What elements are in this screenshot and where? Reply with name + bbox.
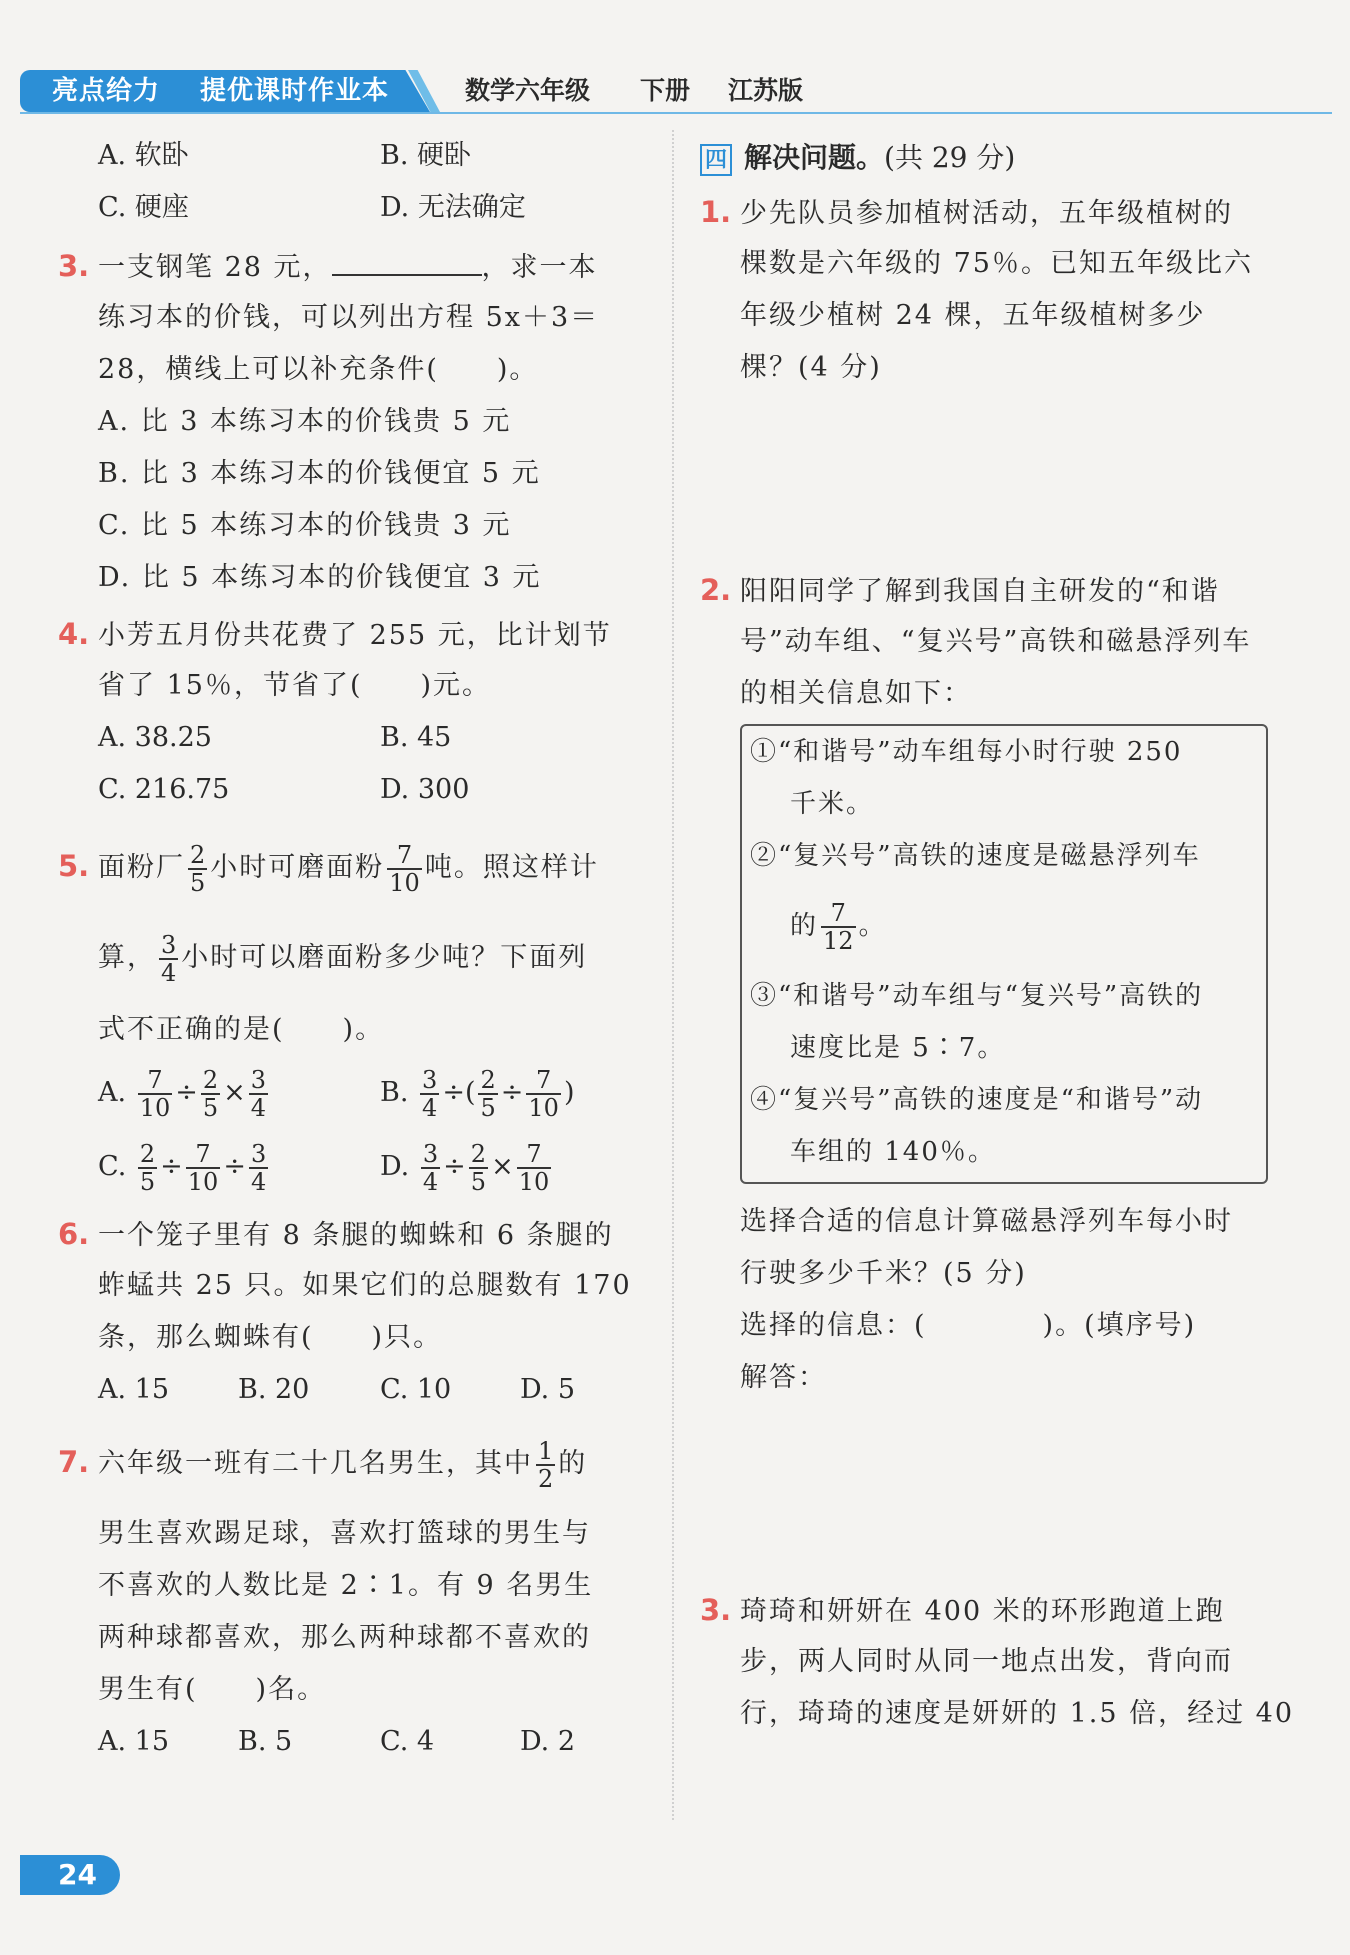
info-2: ②“复兴号”高铁的速度是磁悬浮列车 [750,841,1201,871]
book-title: 提优课时作业本 [200,76,390,106]
info-1: ①“和谐号”动车组每小时行驶 250 [750,737,1183,767]
option-d: D. 2 [520,1726,576,1757]
option-row [58,1364,648,1416]
option-row [58,1056,648,1130]
option-c: C. 硬座 [98,192,189,223]
edition-label: 江苏版 [728,76,804,105]
series-name: 亮点给力 [52,76,161,106]
question-text: 省了 15％，节省了( )元。 [98,670,492,701]
section-header [700,130,1300,186]
question-text: 一支钢笔 28 元， [98,252,332,283]
question-text: 面粉厂 [98,852,185,883]
answer-space[interactable] [700,1404,1300,1584]
header-rule [20,112,1332,114]
question-number: 7. [58,1445,90,1479]
question-text: 的相关信息如下： [740,678,972,709]
option-row [58,182,648,234]
left-column [58,130,648,1768]
option-d: D. 5 [520,1374,576,1405]
question-text: 28，横线上可以补充条件( )。 [98,354,539,385]
question-1 [700,186,1300,238]
question-text: 年级少植树 24 棵，五年级植树多少 [740,300,1206,331]
option-c: C. 比 5 本练习本的价钱贵 3 元 [98,510,512,541]
info-1-cont: 千米。 [790,789,875,819]
option-b: B. 45 [380,722,452,753]
question-number: 3. [700,1593,732,1627]
question-text: 少先队员参加植树活动，五年级植树的 [740,198,1233,229]
option-row [58,764,648,816]
question-2 [700,564,1300,616]
question-text: 行驶多少千米？(5 分) [740,1258,1027,1289]
question-text: 棵？(4 分) [740,352,882,383]
question-text: 算， [98,942,156,973]
option-d: D. $\frac{3}{4}$ ÷ $\frac{2}{5}$ × $\frac{7}{10}$ [380,1139,550,1196]
option-c: C. $\frac{2}{5}$ ÷ $\frac{7}{10}$ ÷ $\frac{3}{4}$ [98,1139,267,1196]
question-text: 不喜欢的人数比是 2∶1。有 9 名男生 [98,1570,594,1601]
info-4-cont: 车组的 140％。 [790,1137,996,1167]
answer-space[interactable] [700,394,1300,564]
question-number: 5. [58,849,90,883]
right-column [700,130,1300,1740]
question-3 [58,240,648,292]
question-text: 号”动车组、“复兴号”高铁和磁悬浮列车 [740,626,1252,657]
option-b: B. $\frac{3}{4}$ ÷( $\frac{2}{5}$ ÷ $\frac{7}{10}$ ) [380,1065,575,1122]
question-number: 1. [700,195,732,229]
option-c: C. 4 [380,1726,435,1757]
question-text: 一个笼子里有 8 条腿的蜘蛛和 6 条腿的 [98,1220,614,1251]
question-5 [58,820,648,912]
question-text: 的 [558,1448,588,1479]
answer-label: 解答： [740,1362,827,1393]
question-7 [58,1416,648,1508]
option-a: A. 15 [98,1726,170,1757]
fraction: $\frac{1}{2}$ [538,1436,554,1493]
option-row [58,712,648,764]
fraction: $\frac{7}{10}$ [389,840,420,897]
choose-info-prompt: 选择的信息：( )。(填序号) [740,1310,1197,1341]
option-a: A. 比 3 本练习本的价钱贵 5 元 [98,406,512,437]
question-text: 选择合适的信息计算磁悬浮列车每小时 [740,1206,1233,1237]
fraction: $\frac{3}{4}$ [161,930,177,987]
info-3: ③“和谐号”动车组与“复兴号”高铁的 [750,981,1204,1011]
question-text: 小芳五月份共花费了 255 元，比计划节 [98,620,612,651]
question-text: 六年级一班有二十几名男生，其中 [98,1448,533,1479]
question-3 [700,1584,1300,1636]
question-4 [58,608,648,660]
info-2-cont: 的 $\frac{7}{12}$ 。 [790,899,887,955]
option-b: B. 20 [238,1374,310,1405]
question-number: 3. [58,249,90,283]
question-6 [58,1208,648,1260]
question-text: 琦琦和妍妍在 400 米的环形跑道上跑 [740,1596,1225,1627]
option-d: D. 无法确定 [380,192,526,223]
page-number: 24 [20,1855,120,1895]
question-number: 4. [58,617,90,651]
option-c: C. 216.75 [98,774,230,805]
question-number: 2. [700,573,732,607]
question-text: 练习本的价钱，可以列出方程 5x＋3＝ [98,302,600,333]
section-badge: 四 [700,144,732,176]
option-row [58,130,648,182]
section-title: 解决问题。 [744,141,885,174]
info-4: ④“复兴号”高铁的速度是“和谐号”动 [750,1085,1204,1115]
question-text: ，求一本 [481,252,598,283]
option-d: D. 300 [380,774,470,805]
section-score: (共 29 分) [884,141,1016,174]
answer-blank[interactable] [332,246,482,276]
option-a: A. $\frac{7}{10}$ ÷ $\frac{2}{5}$ × $\frac{3}{4}$ [98,1065,267,1122]
info-3-cont: 速度比是 5∶7。 [790,1033,1006,1063]
option-c: C. 10 [380,1374,452,1405]
question-text: 式不正确的是( )。 [98,1014,385,1045]
fraction: $\frac{2}{5}$ [190,840,206,897]
question-text: 行，琦琦的速度是妍妍的 1.5 倍，经过 40 [740,1698,1295,1729]
question-number: 6. [58,1217,90,1251]
question-text: 吨。照这样计 [424,852,599,883]
question-text: 小时可以磨面粉多少吨？下面列 [181,942,588,973]
info-box [740,724,1268,1184]
option-a: A. 软卧 [98,140,189,171]
option-a: A. 15 [98,1374,170,1405]
question-text: 男生有( )名。 [98,1674,327,1705]
question-text [58,912,648,1004]
option-b: B. 5 [238,1726,293,1757]
option-row [58,1716,648,1768]
question-text: 条，那么蜘蛛有( )只。 [98,1322,443,1353]
subject-label: 数学六年级 [465,76,591,105]
question-text: 蚱蜢共 25 只。如果它们的总腿数有 170 [98,1270,632,1301]
question-text: 阳阳同学了解到我国自主研发的“和谐 [740,576,1220,607]
option-row [58,1130,648,1204]
option-d: D. 比 5 本练习本的价钱便宜 3 元 [98,562,542,593]
volume-label: 下册 [640,76,691,105]
question-text: 步，两人同时从同一地点出发，背向而 [740,1646,1233,1677]
fraction: $\frac{7}{12}$ [823,899,854,955]
question-text: 两种球都喜欢，那么两种球都不喜欢的 [98,1622,591,1653]
option-b: B. 比 3 本练习本的价钱便宜 5 元 [98,458,541,489]
option-a: A. 38.25 [98,722,212,753]
option-b: B. 硬卧 [380,140,472,171]
column-divider [672,130,674,1820]
question-text: 棵数是六年级的 75％。已知五年级比六 [740,248,1253,279]
question-text: 男生喜欢踢足球，喜欢打篮球的男生与 [98,1518,591,1549]
question-text: 小时可磨面粉 [210,852,385,883]
